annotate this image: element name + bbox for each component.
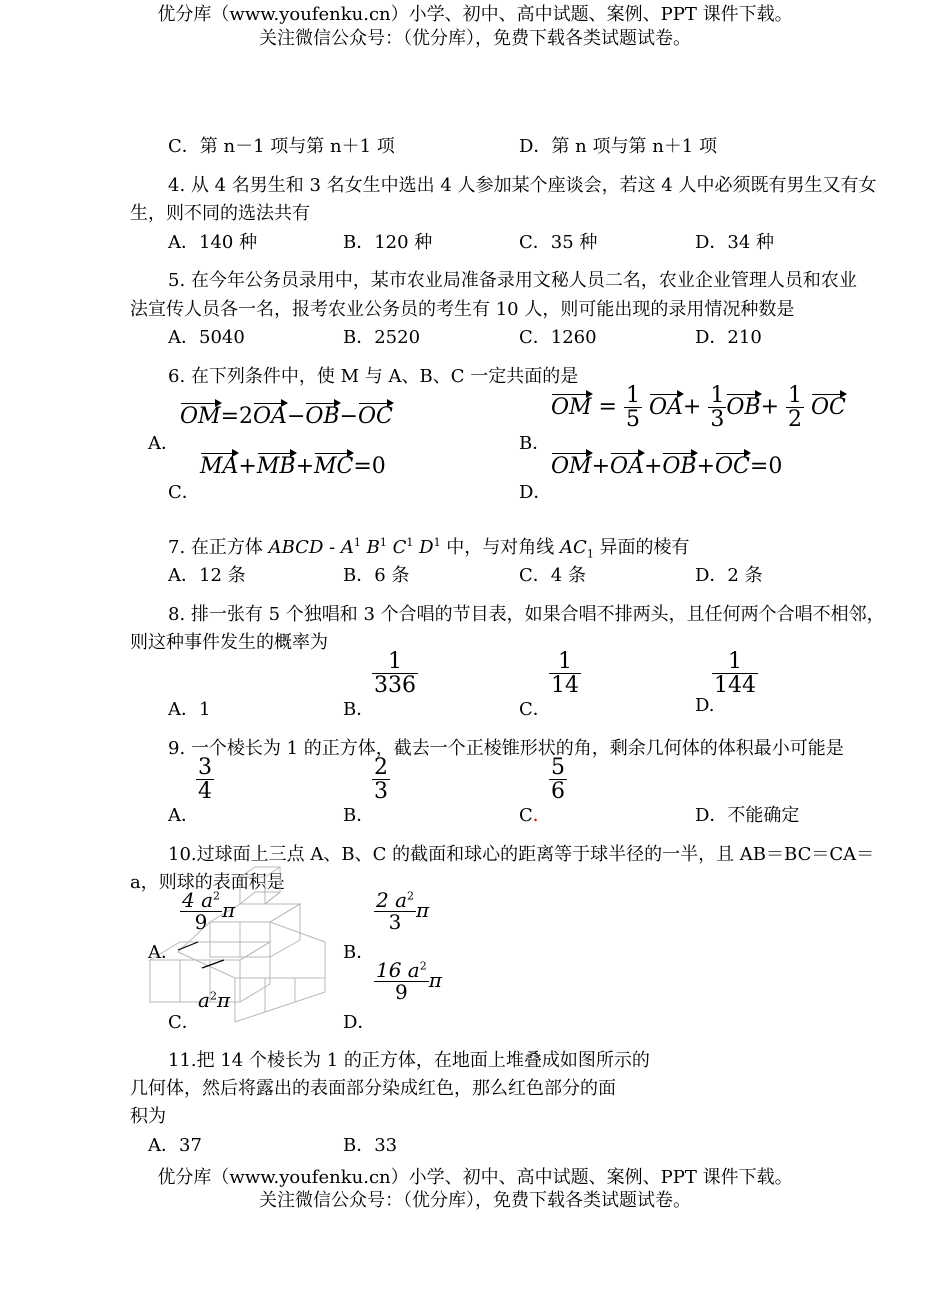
q8-option-d-label: D. — [695, 695, 715, 716]
q11-option-a: A．37 — [148, 1135, 202, 1156]
q10-option-b-formula: $\frac{2 a^2}{3}$ π — [376, 888, 430, 934]
footer-line-1: 优分库（www.youfenku.cn）小学、初中、高中试题、案例、PPT 课件下载。 — [157, 1167, 793, 1188]
q7-stem: 7. 在正方体 ABCD - $A^1$ $B^1$ $C^1$ $D^1$ 中，与对角线 $AC_1$ 异面的棱有 — [168, 536, 690, 561]
q3-option-d: D．第 n 项与第 n＋1 项 — [519, 136, 717, 157]
q10-option-b-label: B． — [343, 942, 375, 963]
q11-option-b: B．33 — [343, 1135, 398, 1156]
q4-option-a: A．140 种 — [168, 232, 258, 253]
q5-stem-line2: 法宣传人员各一名，报考农业公务员的考生有 10 人，则可能出现的录用情况种数是 — [130, 299, 795, 320]
q11-stem-line1: 11.把 14 个棱长为 1 的正方体，在地面上堆叠成如图所示的 — [168, 1050, 650, 1071]
q5-option-b: B．2520 — [343, 327, 421, 348]
q9-option-b-fraction: $\frac{2}{3}$ — [374, 755, 388, 805]
q6-option-c-formula: MA+MB+MC=0 — [200, 454, 386, 479]
q8-option-b-label: B． — [343, 699, 375, 720]
q6-option-b-formula: OM = $\frac{1}{5}$ OA+ $\frac{1}{3}$ OB+ $\frac{1}{2}$ OC — [551, 383, 846, 433]
q9-option-a-label: A． — [168, 805, 199, 826]
q8-option-d-fraction: $\frac{1}{144}$ — [714, 649, 756, 699]
q8-option-b-fraction: $\frac{1}{336}$ — [374, 649, 416, 699]
q6-option-a-formula: OM=2OA−OB−OC — [180, 404, 393, 429]
q7-option-d: D．2 条 — [695, 565, 763, 586]
q4-option-c: C．35 种 — [519, 232, 598, 253]
q8-stem-line2: 则这种事件发生的概率为 — [130, 632, 328, 653]
footer-line-2: 关注微信公众号：（优分库），免费下载各类试题试卷。 — [259, 1190, 691, 1211]
q6-option-c-label: C． — [168, 482, 200, 503]
q5-option-c: C．1260 — [519, 327, 597, 348]
q7-option-c: C．4 条 — [519, 565, 586, 586]
q4-stem-line1: 4. 从 4 名男生和 3 名女生中选出 4 人参加某个座谈会，若这 4 人中必须既有男生又有女 — [168, 175, 877, 196]
q7-option-b: B．6 条 — [343, 565, 410, 586]
q8-option-c-label: C． — [519, 699, 551, 720]
q8-option-a: A．1 — [168, 699, 211, 720]
q9-option-c-label: C． — [519, 805, 551, 826]
q5-option-a: A．5040 — [168, 327, 245, 348]
q9-stem: 9. 一个棱长为 1 的正方体，截去一个正棱锥形状的角，剩余几何体的体积最小可能是 — [168, 738, 844, 759]
q11-stem-line2: 几何体，然后将露出的表面部分染成红色，那么红色部分的面 — [130, 1078, 616, 1099]
q10-option-a-formula: $\frac{4 a^2}{9}$ π — [182, 888, 236, 934]
q3-option-c: C．第 n－1 项与第 n＋1 项 — [168, 136, 395, 157]
q9-option-a-fraction: $\frac{3}{4}$ — [198, 755, 212, 805]
header-line-1: 优分库（www.youfenku.cn）小学、初中、高中试题、案例、PPT 课件下载。 — [157, 4, 793, 25]
q10-stem-line1: 10.过球面上三点 A、B、C 的截面和球心的距离等于球半径的一半，且 AB＝BC＝CA＝ — [168, 844, 875, 865]
q10-option-d-formula: $\frac{16 a^2}{9}$ π — [376, 958, 442, 1004]
q10-stem-line2: a，则球的表面积是 — [130, 872, 285, 893]
q6-option-a-label: A． — [148, 433, 179, 454]
q9-option-c-fraction: $\frac{5}{6}$ — [551, 755, 565, 805]
q10-option-c-formula: $a^2\pi$ — [198, 988, 231, 1012]
q4-option-d: D．34 种 — [695, 232, 775, 253]
q4-option-b: B．120 种 — [343, 232, 433, 253]
q10-option-a-label: A． — [148, 942, 179, 963]
q6-option-d-label: D． — [519, 482, 552, 503]
q6-option-d-formula: OM+OA+OB+OC=0 — [551, 454, 783, 479]
q11-stem-line3: 积为 — [130, 1106, 166, 1127]
q5-stem-line1: 5. 在今年公务员录用中，某市农业局准备录用文秘人员二名，农业企业管理人员和农业 — [168, 270, 857, 291]
q6-option-b-label: B． — [519, 433, 551, 454]
q8-option-c-fraction: $\frac{1}{14}$ — [551, 649, 579, 699]
q8-stem-line1: 8. 排一张有 5 个独唱和 3 个合唱的节目表，如果合唱不排两头，且任何两个合唱不相邻， — [168, 604, 885, 625]
q10-option-c-label: C． — [168, 1012, 200, 1033]
q4-stem-line2: 生，则不同的选法共有 — [130, 203, 310, 224]
q6-stem: 6. 在下列条件中，使 M 与 A、B、C 一定共面的是 — [168, 366, 579, 387]
header-line-2: 关注微信公众号：（优分库），免费下载各类试题试卷。 — [259, 28, 691, 49]
q7-option-a: A．12 条 — [168, 565, 246, 586]
q5-option-d: D．210 — [695, 327, 762, 348]
q9-option-d: D．不能确定 — [695, 805, 800, 826]
q9-option-b-label: B． — [343, 805, 375, 826]
q10-option-d-label: D． — [343, 1012, 376, 1033]
